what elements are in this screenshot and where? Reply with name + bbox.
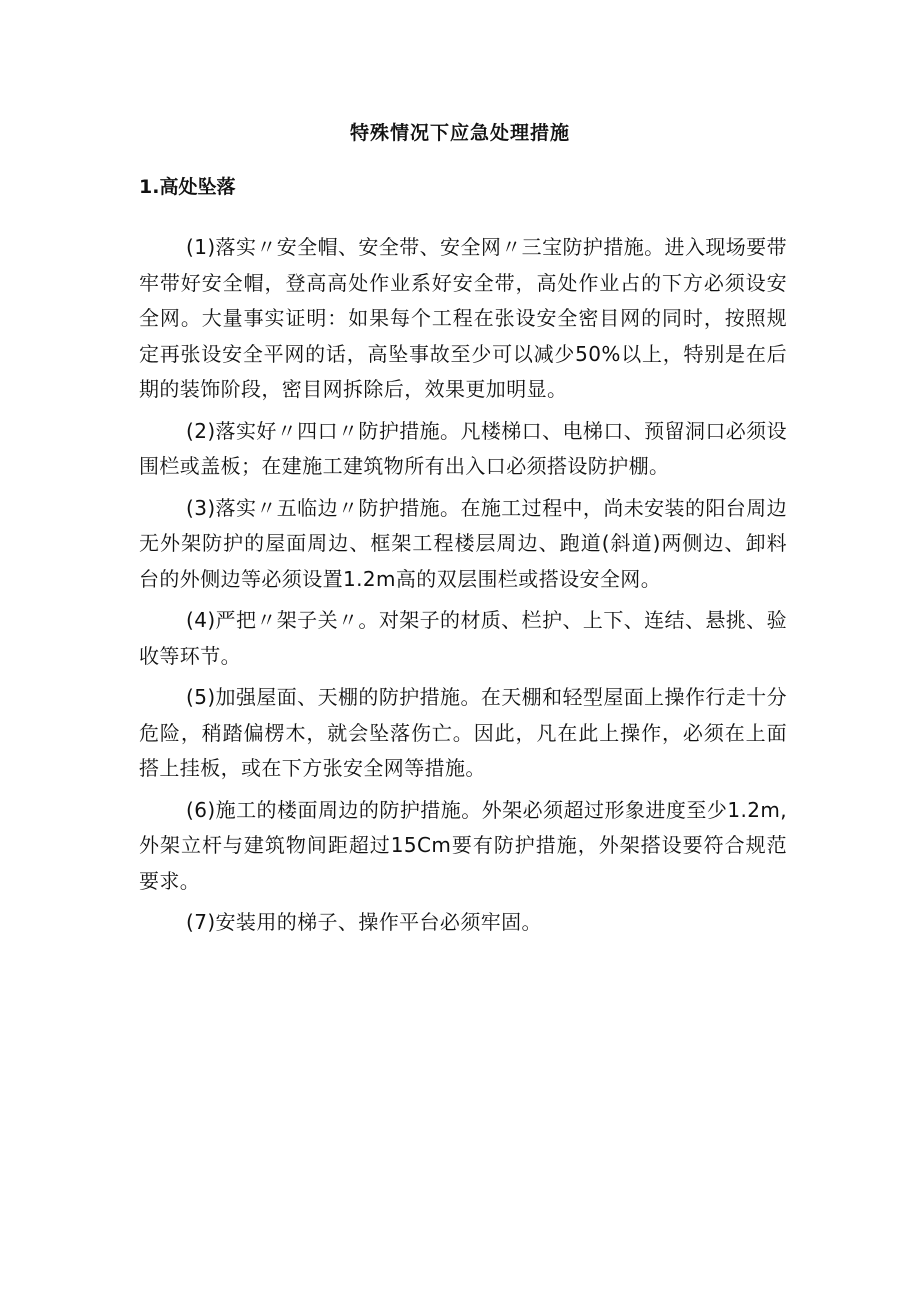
paragraph-6: (6)施工的楼面周边的防护措施。外架必须超过形象进度至少1.2m,外架立杆与建筑物间距超过15Cm要有防护措施，外架搭设要符合规范要求。 [139, 797, 787, 893]
paragraph-4: (4)严把〃架子关〃。对架子的材质、栏护、上下、连结、悬挑、验收等环节。 [139, 608, 787, 668]
paragraph-3: (3)落实〃五临边〃防护措施。在施工过程中，尚未安装的阳台周边无外架防护的屋面周边、框架工程楼层周边、跑道(斜道)两侧边、卸料台的外侧边等必须设置1.2m高的双层围栏或搭设安全网。 [139, 495, 787, 591]
paragraph-5: (5)加强屋面、天棚的防护措施。在天棚和轻型屋面上操作行走十分危险，稍踏偏楞木，就会坠落伤亡。因此，凡在此上操作，必须在上面搭上挂板，或在下方张安全网等措施。 [139, 685, 787, 780]
paragraph-2: (2)落实好〃四口〃防护措施。凡楼梯口、电梯口、预留洞口必须设围栏或盖板；在建施工建筑物所有出入口必须搭设防护棚。 [139, 418, 787, 478]
document-title: 特殊情况下应急处理措施 [349, 122, 570, 144]
paragraph-1: (1)落实〃安全帽、安全带、安全网〃三宝防护措施。进入现场要带牢带好安全帽，登高高处作业系好安全带，高处作业占的下方必须设安全网。大量事实证明：如果每个工程在张设安全密目网的同时，按照规定再张设安全平网的话，高坠事故至少可以减少50%以上，特别是在后期的装饰阶段，密目网拆除后，效果更加明显。 [139, 235, 787, 401]
section-heading: 1.高处坠落 [139, 176, 236, 198]
paragraph-7: (7)安装用的梯子、操作平台必须牢固。 [186, 910, 542, 934]
document-body [139, 230, 787, 947]
